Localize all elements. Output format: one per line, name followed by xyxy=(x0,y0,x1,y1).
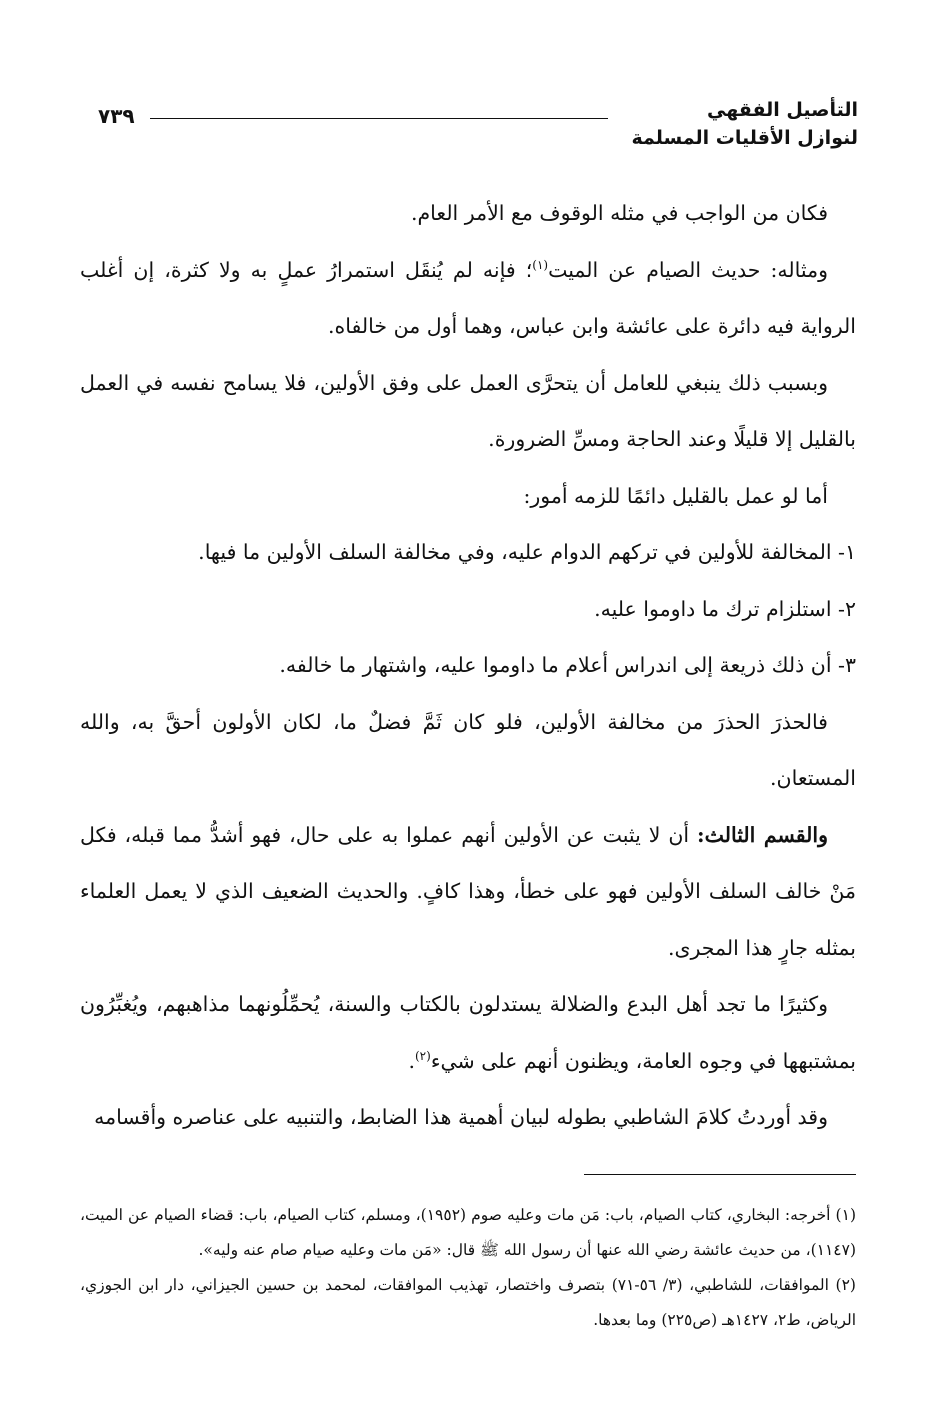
paragraph-6-text: أن لا يثبت عن الأولين أنهم عملوا به على حال، فهو أشدُّ مما قبله، فكل مَنْ خالف السلف الأولين فهو على خطأ، وهذا كافٍ. والحديث الضعيف الذي لا يعمل العلماء بمثله جارٍ هذا المجرى. xyxy=(80,822,856,960)
footnote-rule xyxy=(584,1174,856,1175)
footnote-2: (٢) الموافقات، للشاطبي، (٣/ ٥٦-٧١) بتصرف واختصار، تهذيب الموافقات، لمحمد بن حسين الجيزاني، دار ابن الجوزي، الرياض، ط٢، ١٤٢٧هـ (ص٢٢٥) وما بعدها. xyxy=(80,1276,856,1329)
paragraph-5: فالحذرَ الحذرَ من مخالفة الأولين، فلو كان ثَمَّ فضلٌ ما، لكان الأولون أحقَّ به، والله المستعان. xyxy=(80,709,856,790)
page-number: ٧٣٩ xyxy=(98,104,135,128)
book-title-line-2: لنوازل الأقليات المسلمة xyxy=(631,127,858,149)
header-rule xyxy=(150,118,608,119)
paragraph-8: وقد أوردتُ كلامَ الشاطبي بطوله لبيان أهمية هذا الضابط، والتنبيه على عناصره وأقسامه xyxy=(94,1105,828,1129)
footnote-ref-1[interactable]: (١) xyxy=(532,257,549,272)
footnotes xyxy=(80,1198,856,1338)
section-lead: والقسم الثالث: xyxy=(697,822,828,847)
body-text xyxy=(80,185,856,1146)
paragraph-7 xyxy=(80,976,856,1089)
book-title-line-1: التأصيل الفقهي xyxy=(707,99,858,121)
list-item: ٢- استلزام ترك ما داوموا عليه. xyxy=(594,596,856,621)
book-title xyxy=(631,96,858,152)
paragraph-3: وبسبب ذلك ينبغي للعامل أن يتحرَّى العمل على وفق الأولين، فلا يسامح نفسه في العمل بالقليل إلا قليلًا وعند الحاجة ومسِّ الضرورة. xyxy=(80,370,856,451)
paragraph-7-text-a: وكثيرًا ما تجد أهل البدع والضلالة يستدلون بالكتاب والسنة، يُحمِّلُونهما مذاهبهم، ويُغبِّرُون بمشتبهها في وجوه العامة، ويظنون أنهم على شيء xyxy=(80,992,856,1073)
page-header xyxy=(80,96,858,156)
paragraph-7-text-b: . xyxy=(408,1048,415,1073)
footnote-1: (١) أخرجه: البخاري، كتاب الصيام، باب: مَن مات وعليه صوم (١٩٥٢)، ومسلم، كتاب الصيام، باب: قضاء الصيام عن الميت، (١١٤٧)، من حديث عائشة رضي الله عنها أن رسول الله ﷺ قال: «مَن مات وعليه صيام صام عنه وليه». xyxy=(80,1206,856,1259)
paragraph-6 xyxy=(80,807,856,977)
paragraph-4: أما لو عمل بالقليل دائمًا للزمه أمور: xyxy=(523,483,828,508)
paragraph-1: فكان من الواجب في مثله الوقوف مع الأمر العام. xyxy=(410,201,828,225)
paragraph-2-text-a: ومثاله: حديث الصيام عن الميت xyxy=(548,257,828,282)
paragraph-2-text-b: ؛ فإنه لم يُنقَل استمرارُ عملٍ به ولا كثرة، إن أغلب الرواية فيه دائرة على عائشة وابن عباس، وهما أول من خالفاه. xyxy=(80,257,856,338)
list-item: ٣- أن ذلك ذريعة إلى اندراس أعلام ما داوموا عليه، واشتهار ما خالفه. xyxy=(279,653,856,677)
paragraph-2 xyxy=(80,242,856,355)
list-item: ١- المخالفة للأولين في تركهم الدوام عليه، وفي مخالفة السلف الأولين ما فيها. xyxy=(198,540,856,564)
footnote-ref-2[interactable]: (٢) xyxy=(414,1048,431,1063)
